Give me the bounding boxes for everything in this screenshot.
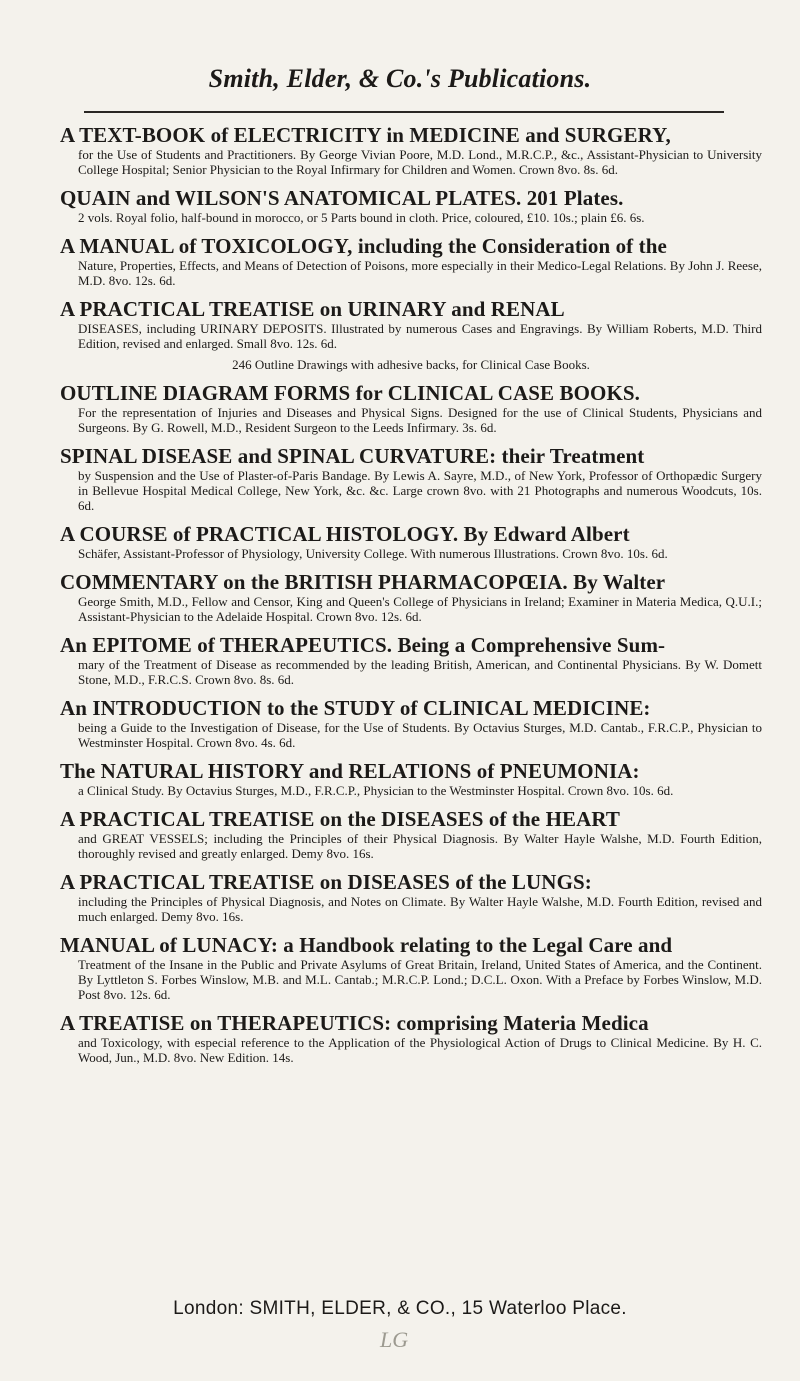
entry-description: Treatment of the Insane in the Public and Private Asylums of Great Britain, Ireland, United States of America, and the Continent. By Lyttleton S. Forbes Winslow, M.B. and M.L. Cantab.; M.R.C.P. Lond.; D.C.L. Oxon. With a Preface by Forbes Winslow, M.D. Post 8vo. 12s. 6d. [78, 957, 762, 1002]
entry-title: A TREATISE on THERAPEUTICS: comprising Materia Medica [60, 1011, 649, 1035]
entry-description: mary of the Treatment of Disease as recommended by the leading British, American, and Continental Physicians. By W. Domett Stone, M.D., F.R.C.S. Crown 8vo. 8s. 6d. [78, 657, 762, 687]
entry-description: being a Guide to the Investigation of Disease, for the Use of Students. By Octavius Sturges, M.D. Cantab., F.R.C.P., Physician to Westminster Hospital. Crown 8vo. 4s. 6d. [78, 720, 762, 750]
entry-description: George Smith, M.D., Fellow and Censor, King and Queen's College of Physicians in Ireland; Examiner in Materia Medica, Q.U.I.; Assistant-Physician to the Adelaide Hospital. Crown 8vo. 12s. 6d. [78, 594, 762, 624]
entry-heart [60, 808, 762, 861]
entry-toxicology [60, 235, 762, 288]
entry-title: A MANUAL of TOXICOLOGY, including the Consideration of the [60, 234, 667, 258]
entry-anatomical-plates [60, 187, 762, 225]
entry-description: 2 vols. Royal folio, half-bound in morocco, or 5 Parts bound in cloth. Price, coloured, £10. 10s.; plain £6. 6s. [78, 210, 645, 225]
entry-description: For the representation of Injuries and Diseases and Physical Signs. Designed for the use of Clinical Students, Physicians and Surgeons. By G. Rowell, M.D., Resident Surgeon to the Leeds Infirmary. 3s. 6d. [78, 405, 762, 435]
entry-description: Nature, Properties, Effects, and Means of Detection of Poisons, more especially in their Medico-Legal Relations. By John J. Reese, M.D. 8vo. 12s. 6d. [78, 258, 762, 288]
entry-title: COMMENTARY on the BRITISH PHARMACOPŒIA. By Walter [60, 570, 666, 594]
entry-title: MANUAL of LUNACY: a Handbook relating to the Legal Care and [60, 933, 673, 957]
entry-outline-diagram [60, 382, 762, 435]
entry-title: An INTRODUCTION to the STUDY of CLINICAL MEDICINE: [60, 696, 651, 720]
entry-title: A PRACTICAL TREATISE on DISEASES of the LUNGS: [60, 870, 592, 894]
entry-note: 246 Outline Drawings with adhesive backs, for Clinical Case Books. [232, 357, 590, 372]
entry-pharmacopoeia [60, 571, 762, 624]
entry-clinical-medicine [60, 697, 762, 750]
entry-title: An EPITOME of THERAPEUTICS. Being a Comprehensive Sum- [60, 633, 666, 657]
entry-description: including the Principles of Physical Diagnosis, and Notes on Climate. By Walter Hayle Walshe, M.D. Fourth Edition, revised and much enlarged. Demy 8vo. 16s. [78, 894, 762, 924]
entry-description: by Suspension and the Use of Plaster-of-Paris Bandage. By Lewis A. Sayre, M.D., of New York, Professor of Orthopædic Surgery in Bellevue Hospital Medical College, New York, &c. &c. Large crown 8vo. with 21 Photographs and numerous Woodcuts, 10s. 6d. [78, 468, 762, 513]
running-head: Smith, Elder, & Co.'s Publications. [208, 64, 592, 93]
entry-description: and Toxicology, with especial reference to the Application of the Physiological Action of Drugs to Clinical Medicine. By H. C. Wood, Jun., M.D. 8vo. New Edition. 14s. [78, 1035, 762, 1065]
entry-title: A TEXT-BOOK of ELECTRICITY in MEDICINE and SURGERY, [60, 123, 671, 147]
entry-description: a Clinical Study. By Octavius Sturges, M.D., F.R.C.P., Physician to the Westminster Hospital. Crown 8vo. 10s. 6d. [78, 783, 674, 798]
entry-urinary-renal [60, 298, 762, 372]
entry-spinal-disease [60, 445, 762, 513]
entry-title: A PRACTICAL TREATISE on the DISEASES of the HEART [60, 807, 621, 831]
entry-epitome-therapeutics [60, 634, 762, 687]
header-rule [84, 111, 724, 113]
entry-description: for the Use of Students and Practitioners. By George Vivian Poore, M.D. Lond., M.R.C.P., &c., Assistant-Physician to University College Hospital; Senior Physician to the Royal Infirmary for Children and Women. Crown 8vo. 8s. 6d. [78, 147, 762, 177]
entry-title: A PRACTICAL TREATISE on URINARY and RENAL [60, 297, 565, 321]
entry-pneumonia [60, 760, 762, 798]
entry-title: QUAIN and WILSON'S ANATOMICAL PLATES. 201 Plates. [60, 186, 624, 210]
entry-description: and GREAT VESSELS; including the Principles of their Physical Diagnosis. By Walter Hayle Walshe, M.D. Fourth Edition, thoroughly revised and greatly enlarged. Demy 8vo. 16s. [78, 831, 762, 861]
publisher-imprint: London: SMITH, ELDER, & CO., 15 Waterloo Place. [173, 1298, 627, 1319]
entry-electricity [60, 124, 762, 177]
handwritten-mark: LG [380, 1327, 409, 1352]
publication-list [60, 124, 762, 1075]
entry-lunacy [60, 934, 762, 1002]
entry-description: Schäfer, Assistant-Professor of Physiology, University College. With numerous Illustrations. Crown 8vo. 10s. 6d. [78, 546, 668, 561]
entry-lungs [60, 871, 762, 924]
entry-title: A COURSE of PRACTICAL HISTOLOGY. By Edward Albert [60, 522, 630, 546]
entry-treatise-therapeutics [60, 1012, 762, 1065]
entry-description: DISEASES, including URINARY DEPOSITS. Illustrated by numerous Cases and Engravings. By William Roberts, M.D. Third Edition, revised and enlarged. Small 8vo. 12s. 6d. [78, 321, 762, 351]
entry-title: SPINAL DISEASE and SPINAL CURVATURE: their Treatment [60, 444, 645, 468]
entry-title: OUTLINE DIAGRAM FORMS for CLINICAL CASE BOOKS. [60, 381, 641, 405]
entry-histology [60, 523, 762, 561]
entry-title: The NATURAL HISTORY and RELATIONS of PNEUMONIA: [60, 759, 640, 783]
